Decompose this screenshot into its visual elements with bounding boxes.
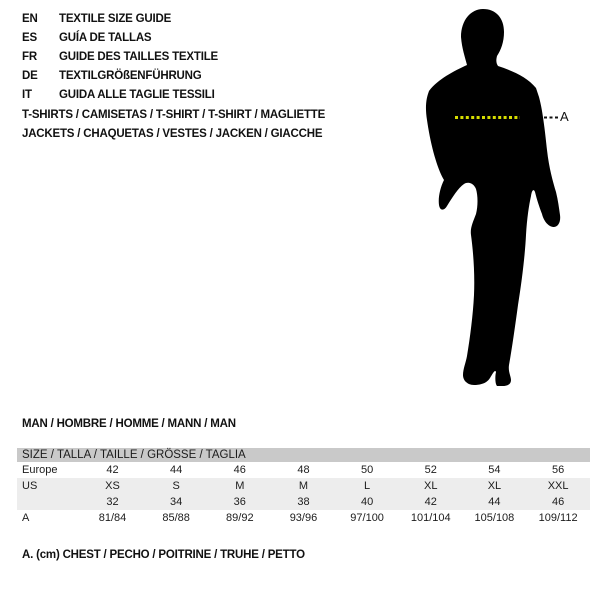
size-cell: 42: [106, 464, 119, 476]
size-cell: 36: [208, 494, 272, 510]
language-row: [22, 48, 218, 67]
size-cell: 56: [552, 464, 565, 476]
category-jackets: JACKETS / CHAQUETAS / VESTES / JACKEN / GIACCHE: [22, 128, 323, 140]
size-cell: 38: [272, 494, 336, 510]
size-table-header: SIZE / TALLA / TAILLE / GRÖSSE / TAGLIA: [17, 448, 590, 462]
size-cell: XS: [81, 478, 145, 494]
language-title: GUÍA DE TALLAS: [59, 32, 152, 44]
size-cell: 52: [424, 464, 437, 476]
language-code: DE: [22, 70, 38, 82]
size-cell: 85/88: [162, 512, 190, 524]
size-cell: 54: [488, 464, 501, 476]
size-table-wrap: [17, 448, 590, 526]
size-cell: M: [208, 478, 272, 494]
size-cell: 81/84: [98, 512, 127, 524]
category-list: [22, 106, 325, 144]
size-cell: XL: [463, 478, 527, 494]
size-cell: 32: [81, 494, 145, 510]
language-title: GUIDA ALLE TAGLIE TESSILI: [59, 89, 215, 101]
language-row: [22, 10, 218, 29]
size-table: [17, 448, 590, 526]
size-cell: M: [272, 478, 336, 494]
man-silhouette-figure: [415, 0, 600, 400]
man-silhouette-path: [426, 9, 560, 386]
measure-label-a: A: [560, 109, 569, 124]
size-cell: 48: [297, 464, 310, 476]
table-row-europe: [17, 462, 590, 478]
size-cell: XL: [399, 478, 463, 494]
size-cell: 42: [399, 494, 463, 510]
language-list: [22, 10, 218, 105]
footnote-chest: A. (cm) CHEST / PECHO / POITRINE / TRUHE / PETTO: [22, 549, 305, 561]
language-code: EN: [22, 13, 38, 25]
language-row: [22, 86, 218, 105]
table-row-chest-cm: [17, 510, 590, 526]
language-title: TEXTILE SIZE GUIDE: [59, 13, 172, 25]
size-cell: 109/112: [538, 512, 578, 524]
language-code: ES: [22, 32, 37, 44]
size-table-header-row: [17, 448, 590, 462]
size-cell: XXL: [526, 478, 590, 494]
language-row: [22, 67, 218, 86]
size-cell: 105/108: [474, 512, 515, 524]
table-row-us: [17, 478, 590, 494]
row-label: US: [17, 478, 81, 494]
size-cell: S: [144, 478, 208, 494]
man-silhouette-svg: [415, 0, 600, 400]
size-cell: 93/96: [289, 512, 318, 524]
category-tshirts: T-SHIRTS / CAMISETAS / T-SHIRT / T-SHIRT / MAGLIETTE: [22, 109, 326, 121]
size-cell: L: [335, 478, 399, 494]
row-label: Europe: [22, 464, 58, 476]
size-cell: 44: [463, 494, 527, 510]
size-cell: 46: [526, 494, 590, 510]
size-cell: 46: [233, 464, 246, 476]
size-cell: 44: [170, 464, 183, 476]
row-label: [17, 494, 81, 510]
table-row-numeric: [17, 494, 590, 510]
size-cell: 50: [360, 464, 374, 476]
language-code: FR: [22, 51, 37, 63]
row-label: A: [22, 512, 30, 524]
size-cell: 97/100: [350, 512, 384, 524]
language-row: [22, 29, 218, 48]
section-title-man: MAN / HOMBRE / HOMME / MANN / MAN: [22, 418, 236, 430]
language-code: IT: [22, 89, 32, 101]
language-title: GUIDE DES TAILLES TEXTILE: [59, 51, 218, 63]
size-cell: 40: [335, 494, 399, 510]
size-cell: 89/92: [226, 512, 254, 524]
language-title: TEXTILGRÖßENFÜHRUNG: [59, 70, 202, 82]
size-cell: 34: [144, 494, 208, 510]
size-cell: 101/104: [410, 512, 451, 524]
